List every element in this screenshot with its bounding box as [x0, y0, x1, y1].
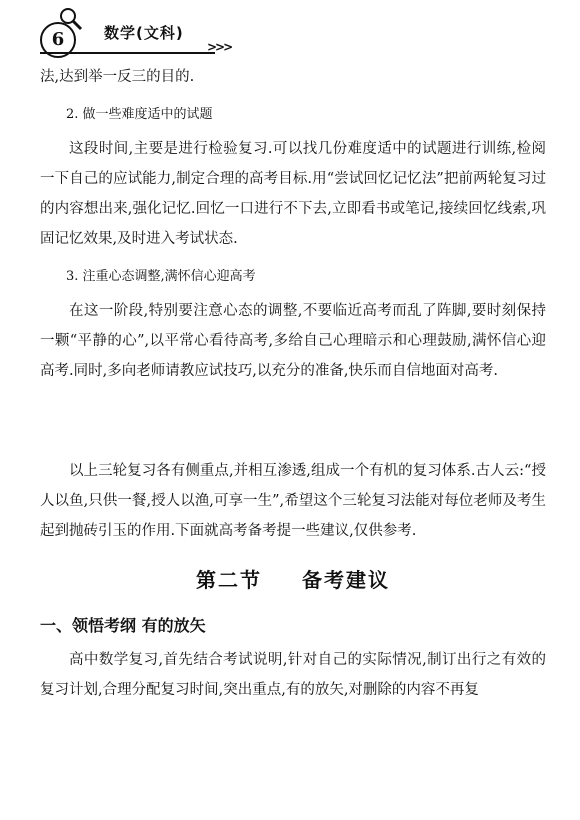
heading-1: 一、领悟考纲 有的放矢 [40, 616, 206, 635]
subheading-2: 2. 做一些难度适中的试题 [66, 107, 213, 122]
section-number: 第二节 [196, 568, 262, 592]
magnifier-icon [58, 6, 84, 32]
paragraph-0: 法,达到举一反三的目的. [40, 69, 195, 85]
book-title: 数学(文科) [104, 24, 184, 42]
arrows-decoration: >>> [207, 40, 232, 54]
header-rule [40, 52, 215, 54]
page-header [0, 0, 580, 60]
section-name: 备考建议 [302, 568, 390, 592]
paragraph-2: 在这一阶段,特别要注意心态的调整,不要临近高考而乱了阵脚,要时刻保持一颗“平静的心”,以平常心看待高考,多给自己心理暗示和心理鼓励,满怀信心迎高考.同时,多向老师请教应试技巧,以充分的准备,快乐而自信地面对高考. [40, 303, 546, 379]
spacer [40, 386, 546, 456]
paragraph-3: 以上三轮复习各有侧重点,并相互渗透,组成一个有机的复习体系.古人云:“授人以鱼,只供一餐,授人以渔,可享一生”,希望这个三轮复习法能对每位老师及考生起到抛砖引玉的作用.下面就高考备考提一些建议,仅供参考. [40, 463, 546, 539]
paragraph-4: 高中数学复习,首先结合考试说明,针对自己的实际情况,制订出行之有效的复习计划,合理分配复习时间,突出重点,有的放矢,对删除的内容不再复 [40, 652, 546, 698]
page-content [40, 62, 546, 705]
paragraph-1: 这段时间,主要是进行检验复习.可以找几份难度适中的试题进行训练,检阅一下自己的应试能力,制定合理的高考目标.用“尝试回忆记忆法”把前两轮复习过的内容想出来,强化记忆.回忆一口进行不下去,立即看书或笔记,接续回忆线索,巩固记忆效果,及时进入考试状态. [40, 141, 546, 247]
subheading-3: 3. 注重心态调整,满怀信心迎高考 [66, 269, 256, 284]
page-number: 6 [40, 22, 76, 58]
section-title [40, 564, 546, 593]
